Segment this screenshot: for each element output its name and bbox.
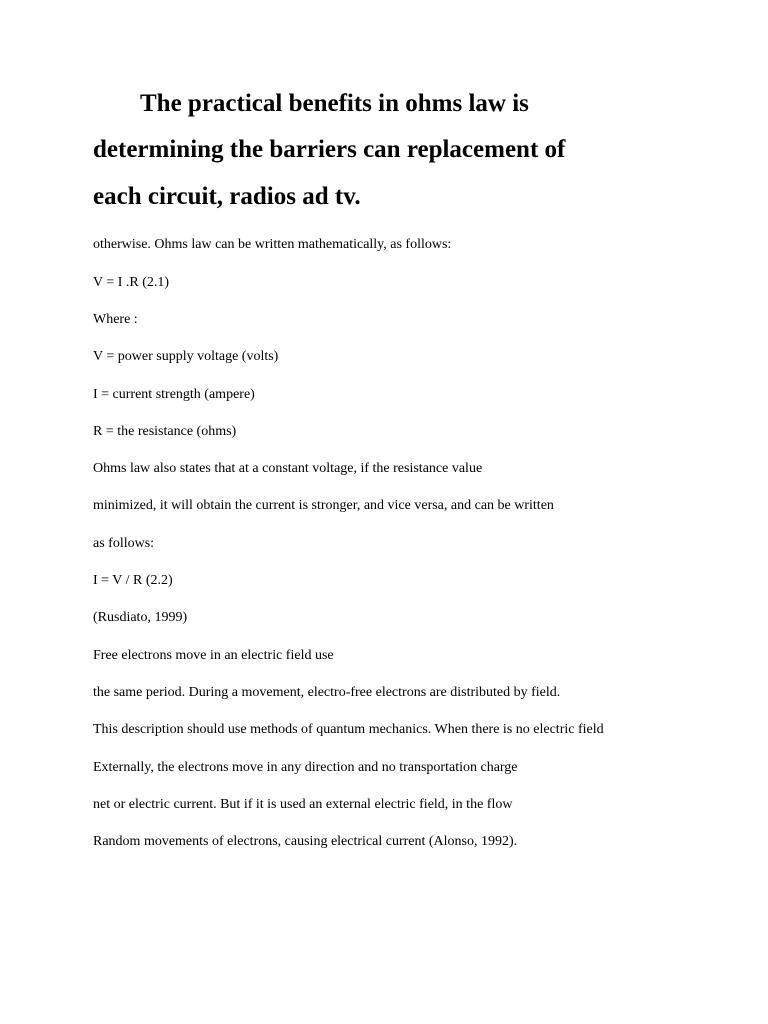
paragraph-line: net or electric current. But if it is used an external electric field, in the flow — [93, 797, 513, 812]
heading-line-2: determining the barriers can replacement of — [93, 136, 566, 163]
paragraph-line: This description should use methods of quantum mechanics. When there is no electric field — [93, 722, 604, 737]
paragraph-line: Free electrons move in an electric field use — [93, 648, 334, 663]
heading-line-1: The practical benefits in ohms law is — [140, 90, 529, 117]
definition-line: V = power supply voltage (volts) — [93, 349, 279, 364]
citation-line: (Rusdiato, 1999) — [93, 610, 188, 625]
heading-line-3: each circuit, radios ad tv. — [93, 183, 361, 210]
definition-line: R = the resistance (ohms) — [93, 424, 237, 439]
equation-line: V = I .R (2.1) — [93, 275, 170, 290]
paragraph-line: the same period. During a movement, electro-free electrons are distributed by field. — [93, 685, 561, 700]
paragraph-line: otherwise. Ohms law can be written mathematically, as follows: — [93, 237, 452, 252]
equation-line: I = V / R (2.2) — [93, 573, 173, 588]
paragraph-line: Random movements of electrons, causing electrical current (Alonso, 1992). — [93, 834, 518, 849]
paragraph-line: Externally, the electrons move in any direction and no transportation charge — [93, 760, 518, 775]
paragraph-line: Where : — [93, 312, 138, 327]
paragraph-line: as follows: — [93, 536, 155, 551]
paragraph-line: minimized, it will obtain the current is stronger, and vice versa, and can be written — [93, 498, 554, 513]
definition-line: I = current strength (ampere) — [93, 387, 255, 402]
paragraph-line: Ohms law also states that at a constant voltage, if the resistance value — [93, 461, 483, 476]
